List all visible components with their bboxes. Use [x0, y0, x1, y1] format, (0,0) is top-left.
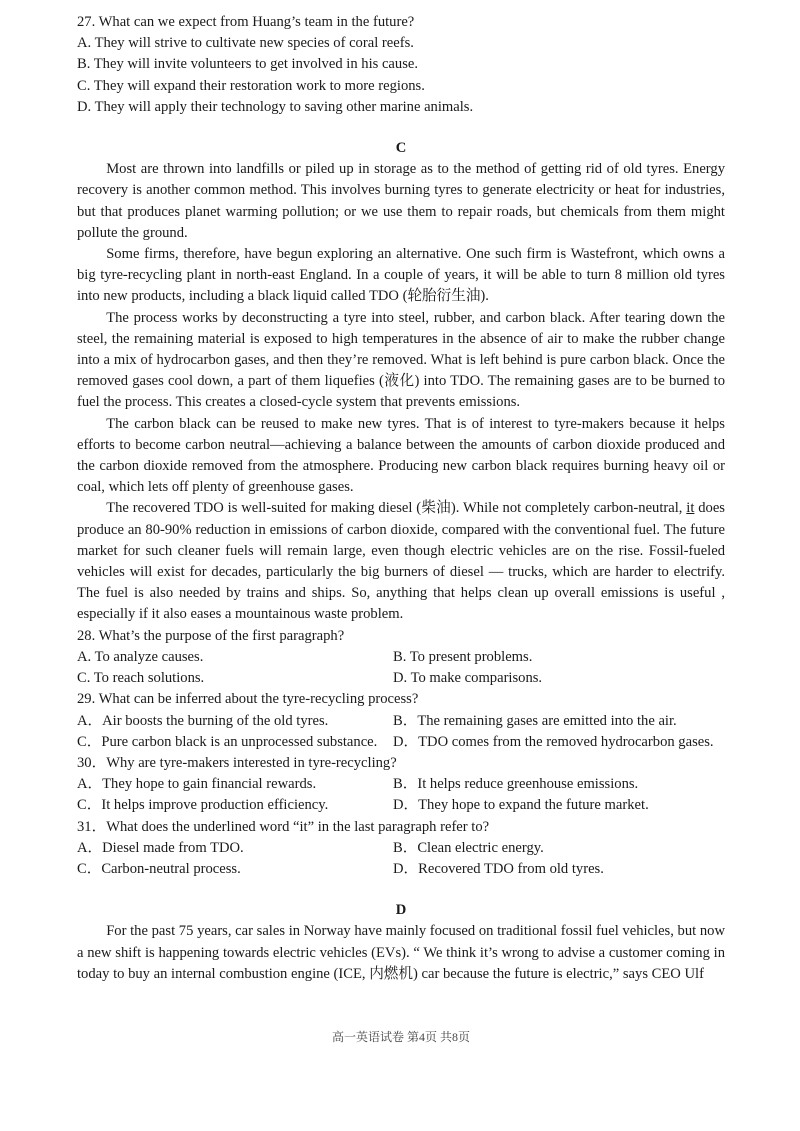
questions [77, 626, 725, 880]
option: A. To analyze causes. [77, 648, 204, 665]
question-27 [77, 12, 725, 118]
underlined-word: it [686, 500, 695, 517]
paragraph: For the past 75 years, car sales in Norway have mainly focused on traditional fossil fuel vehicles, but now a new shift is happening towards electric vehicles (EVs). “ We think it’s wrong to advise a customer coming in today to buy an internal combustion engine (ICE, 内燃机) car because the future is electric,” says CEO Ulf [77, 923, 725, 982]
option: C. They will expand their restoration work to more regions. [77, 77, 425, 94]
option: B．Clean electric energy. [393, 839, 544, 856]
option: D．They hope to expand the future market. [393, 797, 649, 814]
question-stem: 29. What can be inferred about the tyre-recycling process? [77, 691, 419, 708]
option: D．Recovered TDO from old tyres. [393, 860, 604, 877]
passage-c [77, 159, 725, 625]
option: A．They hope to gain financial rewards. [77, 776, 317, 793]
option: B. They will invite volunteers to get involved in his cause. [77, 56, 419, 73]
paragraph: Most are thrown into landfills or piled up in storage as to the method of getting rid of old tyres. Energy recovery is another common method. This involves burning tyres to generate electricity or heat for industries, but that produces planet warming pollution; or we use them to repair roads, but chemicals from them might pollute the ground. [77, 161, 725, 241]
passage-d-heading: D [395, 902, 407, 919]
question-30 [77, 753, 725, 817]
option: A. They will strive to cultivate new species of coral reefs. [77, 35, 414, 52]
option: A．Air boosts the burning of the old tyres. [77, 712, 329, 729]
option: D．TDO comes from the removed hydrocarbon gases. [393, 733, 714, 750]
question-stem: 27. What can we expect from Huang’s team in the future? [77, 14, 415, 30]
question-31 [77, 817, 725, 881]
passage-d-section [77, 900, 725, 985]
option: B．The remaining gases are emitted into the air. [393, 712, 677, 729]
passage-c-section [77, 138, 725, 626]
option: C. To reach solutions. [77, 670, 205, 687]
question-stem: 28. What’s the purpose of the first paragraph? [77, 627, 345, 644]
page-footer: 高一英语试卷 第4页 共8页 [331, 1029, 470, 1044]
question-29 [77, 689, 725, 753]
option: B．It helps reduce greenhouse emissions. [393, 776, 639, 793]
question-stem: 31．What does the underlined word “it” in the last paragraph refer to? [77, 818, 490, 835]
text: The recovered TDO is well-suited for making diesel (柴油). While not completely carbon-neutral, [106, 500, 687, 517]
paragraph: Some firms, therefore, have begun exploring an alternative. One such firm is Wastefront, which owns a big tyre-recycling plant in north-east England. In a couple of years, it will be able to turn 8 million old tyres into new products, including a black liquid called TDO (轮胎衍生油). [77, 246, 725, 305]
paragraph [77, 498, 725, 625]
passage-c-heading: C [395, 140, 407, 157]
question-28 [77, 626, 725, 690]
exam-page [77, 0, 725, 1068]
option: D. They will apply their technology to saving other marine animals. [77, 98, 474, 115]
question-stem: 30．Why are tyre-makers interested in tyre-recycling? [77, 754, 397, 771]
option: C．It helps improve production efficiency. [77, 797, 329, 814]
option: C．Pure carbon black is an unprocessed substance. [77, 733, 378, 750]
option: A．Diesel made from TDO. [77, 839, 244, 856]
text: does produce an 80-90% reduction in emissions of carbon dioxide, compared with the conventional fuel. The future market for such cleaner fuels will remain large, even though electric vehicles are on the rise. Fossil-fueled vehicles will exist for decades, particularly the big burners of diesel — trucks, which are harder to electrify. The fuel is also needed by trains and ships. So, anything that helps clean up overall emissions is useful , especially if it also eases a mountainous waste problem. [77, 500, 725, 623]
option: B. To present problems. [393, 648, 533, 665]
paragraph: The carbon black can be reused to make new tyres. That is of interest to tyre-makers because it helps efforts to become carbon neutral—achieving a balance between the amounts of carbon dioxide produced and the carbon dioxide removed from the atmosphere. Producing new carbon black requires burning heavy oil or coal, which lets off plenty of greenhouse gases. [77, 415, 725, 496]
paragraph: The process works by deconstructing a tyre into steel, rubber, and carbon black. After tearing down the steel, the remaining material is exposed to high temperatures in the absence of air to make the rubber change into a mix of hydrocarbon gases, and then they’re removed. What is left behind is pure carbon black. Once the removed gases cool down, a part of them liquefies (液化) into TDO. The remaining gases are to be burned to fuel the process. This creates a closed-cycle system that prevents emissions. [77, 309, 725, 411]
option: D. To make comparisons. [393, 670, 543, 687]
option: C．Carbon-neutral process. [77, 860, 241, 877]
